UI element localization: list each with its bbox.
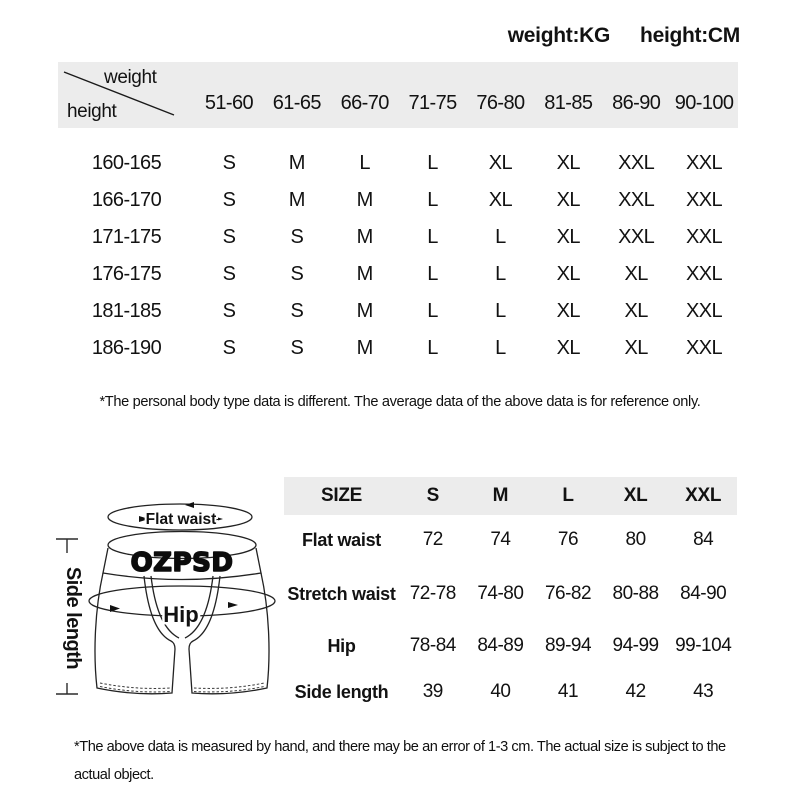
size-cell: L	[495, 263, 506, 285]
size-cell: XXL	[686, 189, 723, 211]
measure-value: 41	[557, 681, 579, 702]
size-cell: S	[290, 300, 304, 322]
measure-value: 89-94	[544, 635, 592, 656]
reference-note: *The personal body type data is different. The average data of the above data is for reference only.	[99, 394, 701, 410]
measurement-error-note: *The above data is measured by hand, and there may be an error of 1-3 cm. The actual size is subject to the actual object.	[74, 739, 726, 784]
size-cell: L	[427, 152, 438, 174]
measure-value: 72-78	[409, 583, 456, 604]
size-cell: S	[290, 263, 304, 285]
table-row	[58, 330, 738, 367]
size-cell: XXL	[686, 152, 723, 174]
measure-label: Side length	[294, 681, 389, 702]
height-unit-label: height:CM	[640, 24, 740, 47]
size-cell: S	[290, 337, 304, 359]
height-range: 166-170	[91, 189, 162, 211]
size-cell: M	[356, 226, 373, 248]
size-cell: XL	[488, 152, 513, 174]
weight-unit-label: weight:KG	[507, 24, 611, 47]
size-cell: XXL	[618, 189, 655, 211]
corner-cell	[58, 62, 195, 128]
size-cell: M	[288, 152, 305, 174]
weight-column-header: 76-80	[476, 91, 525, 114]
size-cell: S	[222, 152, 236, 174]
size-cell: M	[288, 189, 305, 211]
height-range: 171-175	[91, 226, 162, 248]
table-row	[58, 256, 738, 293]
weight-column-header: 66-70	[340, 91, 389, 114]
flat-waist-label: Flat waist	[145, 511, 217, 528]
weight-column-header: 90-100	[674, 91, 734, 114]
size-cell: L	[359, 152, 370, 174]
size-by-body-body	[58, 145, 738, 367]
size-by-body-header-row	[58, 62, 738, 128]
measure-value: 76-82	[544, 583, 592, 604]
size-cell: XL	[624, 337, 648, 359]
height-range: 160-165	[91, 152, 162, 174]
measure-value: 84	[693, 529, 714, 550]
size-cell: XXL	[686, 226, 723, 248]
table-row	[58, 145, 738, 182]
size-header: M	[492, 485, 509, 506]
size-header: L	[562, 485, 574, 506]
measure-value: 84-89	[477, 635, 524, 656]
size-cell: S	[222, 263, 236, 285]
size-cell: XL	[556, 152, 580, 174]
size-cell: L	[427, 300, 438, 322]
size-cell: L	[427, 337, 438, 359]
weight-column-header: 51-60	[204, 91, 254, 114]
weight-column-header: 61-65	[272, 91, 321, 114]
size-cell: L	[427, 226, 438, 248]
units-note	[508, 24, 740, 48]
measurements-header-row	[284, 477, 737, 515]
size-cell: XXL	[686, 300, 723, 322]
measure-label: Hip	[327, 635, 356, 656]
measure-value: 78-84	[409, 635, 456, 656]
table-row	[284, 565, 737, 623]
table-row	[284, 669, 737, 715]
measure-value: 74-80	[477, 583, 524, 604]
size-cell: XL	[556, 189, 580, 211]
measure-value: 40	[490, 681, 511, 702]
boxer-measurement-diagram	[40, 481, 290, 719]
height-range: 176-175	[91, 263, 162, 285]
size-cell: L	[427, 263, 438, 285]
height-range: 181-185	[91, 300, 162, 322]
size-cell: XL	[556, 300, 580, 322]
hem-stitch-lines	[100, 683, 264, 692]
size-cell: XXL	[618, 226, 655, 248]
weight-column-header: 71-75	[408, 91, 457, 114]
table-row	[58, 293, 738, 330]
table-row	[58, 219, 738, 256]
weight-column-header: 81-85	[544, 91, 593, 114]
size-cell: XL	[488, 189, 513, 211]
measure-value: 94-99	[612, 635, 659, 656]
size-cell: M	[356, 337, 373, 359]
arrowhead-icon	[228, 602, 238, 608]
table-row	[58, 182, 738, 219]
size-cell: XXL	[686, 337, 723, 359]
size-cell: S	[222, 337, 236, 359]
height-range: 186-190	[91, 337, 162, 359]
size-cell: M	[356, 263, 373, 285]
brand-logo: OZPSD	[130, 548, 234, 578]
size-cell: XL	[624, 300, 648, 322]
measure-value: 72	[422, 529, 443, 550]
size-cell: L	[427, 189, 438, 211]
measurements-table	[284, 477, 737, 715]
measure-value: 99-104	[675, 635, 732, 656]
measure-value: 84-90	[680, 583, 727, 604]
measure-value: 76	[557, 529, 579, 550]
size-cell: L	[495, 300, 506, 322]
size-cell: L	[495, 337, 506, 359]
size-cell: XL	[556, 337, 580, 359]
size-cell: S	[222, 300, 236, 322]
size-cell: XL	[624, 263, 648, 285]
measure-value: 80	[625, 529, 646, 550]
measure-value: 39	[422, 681, 443, 702]
right-leg	[189, 573, 269, 694]
size-cell: XXL	[686, 263, 723, 285]
measure-label: Stretch waist	[287, 583, 396, 604]
corner-weight-label: weight	[104, 67, 157, 88]
size-header: XL	[623, 485, 648, 506]
size-cell: XL	[556, 263, 580, 285]
size-cell: S	[290, 226, 304, 248]
measure-value: 74	[490, 529, 511, 550]
measure-value: 42	[625, 681, 646, 702]
measure-value: 80-88	[612, 583, 659, 604]
size-cell: S	[222, 189, 236, 211]
size-by-body-table	[58, 62, 738, 367]
size-cell: XL	[556, 226, 580, 248]
size-header: SIZE	[320, 485, 363, 506]
table-row	[284, 623, 737, 669]
size-header: S	[426, 485, 439, 506]
table-row	[284, 515, 737, 565]
side-length-label: Side length	[62, 566, 84, 670]
size-cell: M	[356, 189, 373, 211]
size-header: XXL	[685, 485, 722, 506]
left-leg	[95, 573, 175, 694]
size-cell: S	[222, 226, 236, 248]
measure-value: 43	[693, 681, 714, 702]
measure-label: Flat waist	[301, 529, 382, 550]
arrowhead-icon	[185, 502, 194, 508]
boxer-outline	[89, 504, 275, 694]
hip-label: Hip	[163, 602, 199, 627]
size-cell: L	[495, 226, 506, 248]
size-cell: XXL	[618, 152, 655, 174]
weight-column-header: 86-90	[612, 91, 661, 114]
size-cell: M	[356, 300, 373, 322]
corner-height-label: height	[67, 101, 117, 122]
